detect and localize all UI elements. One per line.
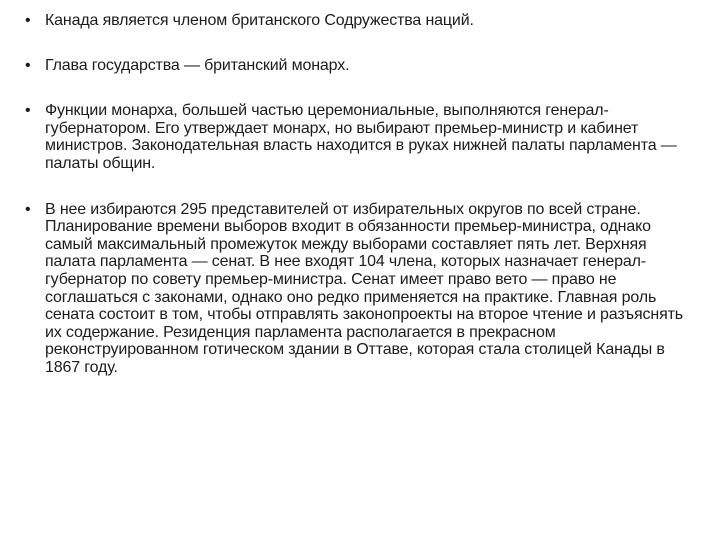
bullet-text: Канада является членом британского Содружества наций. [45, 12, 474, 29]
bullet-list [25, 12, 695, 377]
bullet-item-head-of-state [25, 57, 695, 75]
bullet-text: Глава государства — британский монарх. [45, 56, 350, 74]
bullet-marker: • [25, 200, 31, 218]
bullet-marker: • [25, 102, 31, 120]
bullet-item-parliament [25, 201, 695, 377]
bullet-text: В нее избираются 295 представителей от избирательных округов по всей стране. Планирование времени выборов входит в обязанности премьер-министра, однако самый максимальный промежуток между выборами составляет пять лет. Верхняя палата парламента — сенат. В нее входят 104 члена, которых назначает генерал-губернатор по совету премьер-министра. Сенат имеет право вето — право не соглашаться с законами, однако оно редко применяется на практике. Главная роль сената состоит в том, чтобы отправлять законопроекты на второе чтение и разъяснять их содержание. Резиденция парламента располагается в прекрасном реконструированном готическом здании в Оттаве, которая стала столицей Канады в 1867 году. [45, 200, 683, 376]
bullet-marker: • [25, 12, 31, 29]
bullet-item-commonwealth [25, 12, 695, 30]
bullet-text: Функции монарха, большей частью церемониальные, выполняются генерал-губернатором. Его утверждает монарх, но выбирают премьер-министр и кабинет министров. Законодательная власть находится в руках нижней палаты парламента — палаты общин. [45, 102, 677, 172]
bullet-item-monarch-functions [25, 102, 695, 172]
bullet-marker: • [25, 56, 31, 74]
